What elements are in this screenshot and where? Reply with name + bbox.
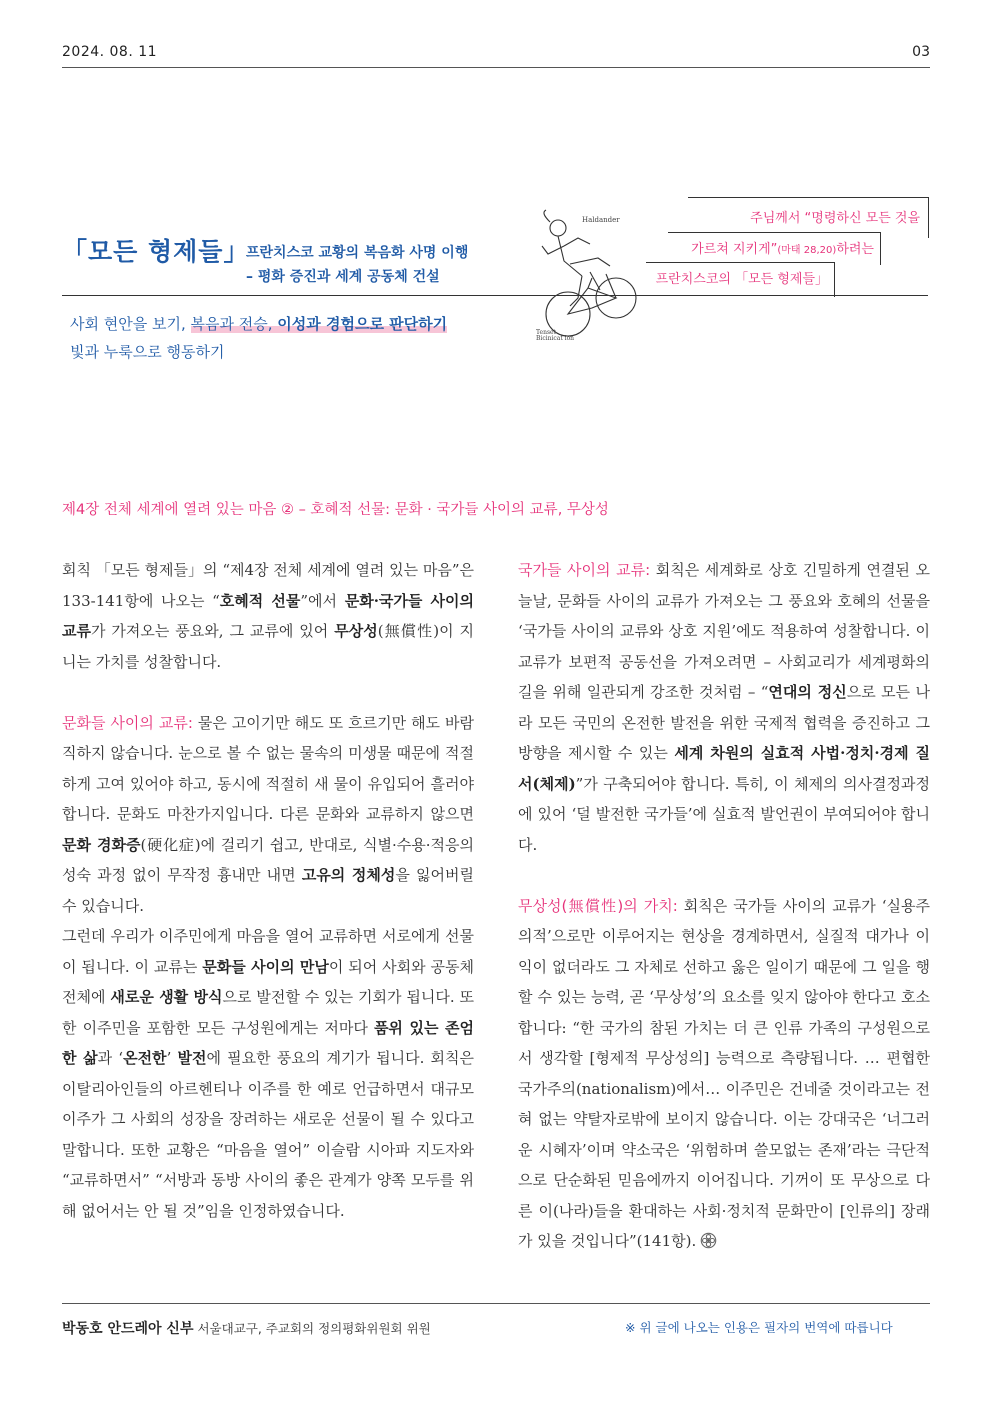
issue-date: 2024. 08. 11 <box>62 44 158 60</box>
gratuity-heading: 무상성(無償性)의 가치: <box>518 896 678 915</box>
series-title: 「모든 형제들」 <box>62 237 250 266</box>
translation-note: ※ 위 글에 나오는 인용은 필자의 번역에 따릅니다 <box>625 1320 893 1335</box>
cyclist-illustration <box>530 206 642 346</box>
top-divider <box>62 67 930 68</box>
svg-text:Haldander: Haldander <box>582 216 620 224</box>
author-affiliation: 서울대교구, 주교회의 정의평화위원회 위원 <box>197 1321 431 1336</box>
tagline-line2: 빛과 누룩으로 행동하기 <box>70 343 225 361</box>
stair-quote-line3: 프란치스코의 「모든 형제들」 <box>655 272 828 287</box>
series-subtitle-line2: – 평화 증진과 세계 공동체 건설 <box>246 269 440 285</box>
stair-quote-line2 <box>691 238 874 257</box>
bottom-divider <box>62 1303 930 1304</box>
flower-icon <box>700 1232 717 1249</box>
author-name: 박동호 안드레아 신부 <box>62 1321 194 1337</box>
right-column <box>518 555 930 1257</box>
tagline-highlight-reason: 이성과 경험으로 판단하기 <box>277 315 448 333</box>
svg-text:Bicinicat ion: Bicinicat ion <box>536 335 575 342</box>
series-subtitle <box>246 241 506 289</box>
gratuity-paragraph: 무상성(無償性)의 가치: 회칙은 국가들 사이의 교류가 ‘실용주의적’으로만 이루어지는 현상을 경계하면서, 실질적 대가나 이익이 없더라도 그 자체로 선하고 옳은 일이기 때문에 그 일을 행할 수 있는 능력, 곧 ‘무상성’의 요소를 잊지 않아야 한다고 호소합니다: “한 국가의 참된 가치는 더 큰 인류 가족의 구성원으로서 생각할 [형제적 무상성의] 능력으로 측량됩니다. … 편협한 국가주의(nationalism)에서… 이주민은 건네줄 것이라고는 전혀 없는 약탈자로밖에 보이지 않습니다. 이는 강대국은 ‘너그러운 시혜자’이며 약소국은 ‘위험하며 쓸모없는 존재’라는 극단적으로 단순화된 믿음에까지 이어집니다. 기꺼이 또 무상으로 다른 이(나라)들을 환대하는 사회·정치적 문화만이 [인류의] 장래가 있을 것입니다”(141항). <box>518 896 930 1250</box>
author-credit <box>62 1318 431 1338</box>
series-subtitle-line1: 프란치스코 교황의 복음화 사명 이행 <box>246 245 469 261</box>
tagline-line1: 사회 현안을 보기, 복음과 전승, 이성과 경험으로 판단하기 <box>70 315 448 333</box>
stair-quote-tail: 하려는 <box>836 242 874 257</box>
tagline <box>70 310 447 366</box>
left-column <box>62 555 474 1226</box>
title-divider <box>62 295 928 296</box>
nations-exchange-heading: 국가들 사이의 교류: <box>518 561 651 579</box>
tagline-highlight-tradition: 복음과 전승 <box>190 315 268 333</box>
culture-exchange-heading: 문화들 사이의 교류: <box>62 713 193 732</box>
chapter-heading: 제4장 전체 세계에 열려 있는 마음 ② – 호혜적 선물: 문화 · 국가들 사이의 교류, 무상성 <box>62 502 609 518</box>
scripture-reference: (마태 28,20) <box>777 245 837 256</box>
stair-quote-line1: 주님께서 “명령하신 모든 것을 <box>750 211 920 226</box>
migrants-paragraph: 그런데 우리가 이주민에게 마음을 열어 교류하면 서로에게 선물이 됩니다. 이 교류는 문화들 사이의 만남이 되어 사회와 공동체 전체에 새로운 생활 방식으로 발전할 수 있는 기회가 됩니다. 또한 이주민을 포함한 모든 구성원에게는 저마다 품위 있는 존엄한 삶과 ‘온전한’ 발전에 필요한 풍요의 계기가 됩니다. 회칙은 이탈리아인들의 아르헨티나 이주를 한 예로 언급하면서 대규모 이주가 그 사회의 성장을 장려하는 새로운 선물이 될 수 있다고 말합니다. 또한 교황은 “마음을 열어” 이슬람 시아파 지도자와 “교류하면서” “서방과 동방 사이의 좋은 관계가 양쪽 모두를 위해 없어서는 안 될 것”임을 인정하였습니다. <box>62 927 475 1220</box>
culture-exchange-paragraph: 문화들 사이의 교류: 물은 고이기만 해도 또 흐르기만 해도 바람직하지 않습니다. 눈으로 볼 수 없는 물속의 미생물 때문에 적절하게 고여 있어야 하고, 동시에 적절히 새 물이 유입되어 흘러야 합니다. 문화도 마찬가지입니다. 다른 문화와 교류하지 않으면 문화 경화증(硬化症)에 걸리기 쉽고, 반대로, 식별·수용·적응의 성숙 과정 없이 무작정 흉내만 내면 고유의 정체성을 잃어버릴 수 있습니다. <box>62 713 474 915</box>
stair-quote-main: 가르쳐 지키게” <box>691 242 778 257</box>
intro-paragraph: 회칙 「모든 형제들」의 “제4장 전체 세계에 열려 있는 마음”은 133-141항에 나오는 “호혜적 선물”에서 문화·국가들 사이의 교류가 가져오는 풍요와, 그 교류에 있어 무상성(無償性)이 지니는 가치를 성찰합니다. <box>62 561 475 671</box>
page-number: 03 <box>912 44 930 60</box>
svg-text:Tenset: Tenset <box>536 329 556 336</box>
nations-exchange-paragraph: 국가들 사이의 교류: 회칙은 세계화로 상호 긴밀하게 연결된 오늘날, 문화들 사이의 교류가 가져오는 그 풍요와 호혜의 선물을 ‘국가들 사이의 교류와 상호 지원’에도 적용하여 성찰합니다. 이 교류가 보편적 공동선을 가져오려면 – 사회교리가 세계평화의 길을 위해 일관되게 강조한 것처럼 – “연대의 정신으로 모든 나라 모든 국민의 온전한 발전을 위한 국제적 협력을 증진하고 그 방향을 제시할 수 있는 세계 차원의 실효적 사법·정치·경제 질서(체제)”가 구축되어야 합니다. 특히, 이 체제의 의사결정과정에 있어 ‘덜 발전한 국가들’에 실효적 발언권이 부여되어야 합니다. <box>518 561 931 854</box>
